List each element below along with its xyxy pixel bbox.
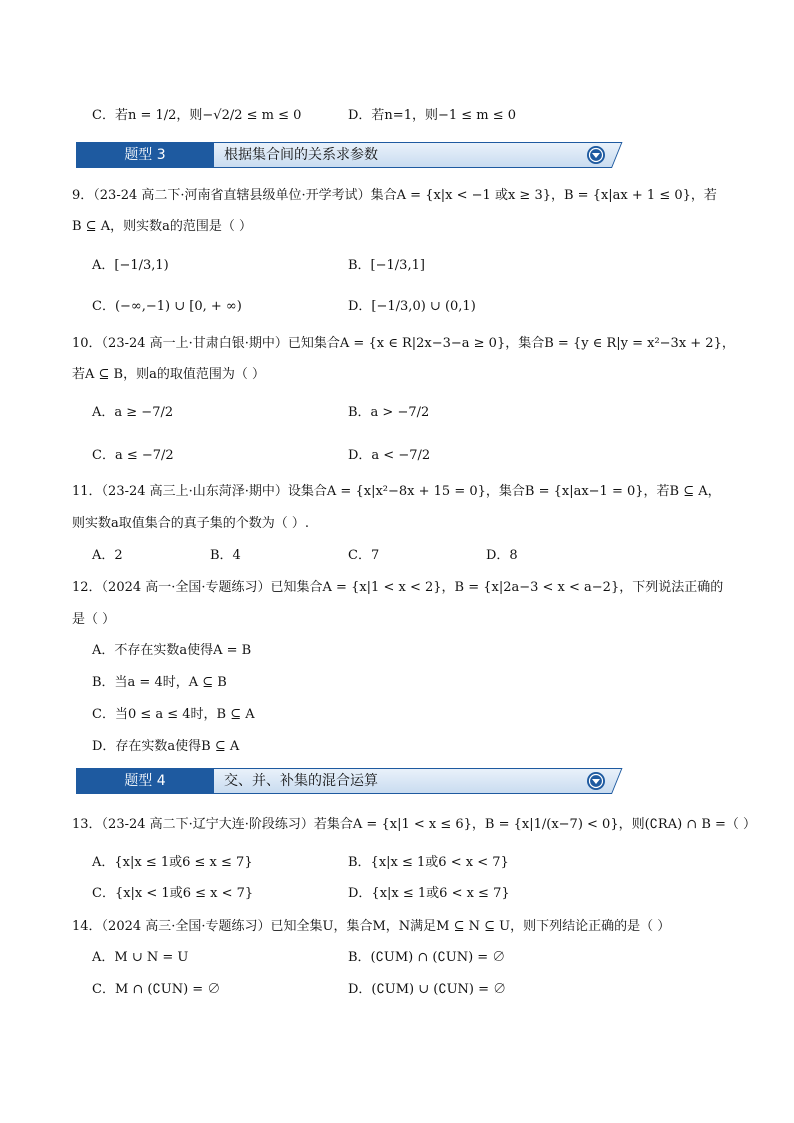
q12-stem: 12．（2024 高一·全国·专题练习）已知集合A = {x|1 < x < 2}，B = {x|2a−3 < x < a−2}，下列说法正确的 bbox=[72, 580, 724, 595]
q13-option-d: D．{x|x ≤ 1或6 < x ≤ 7} bbox=[348, 886, 510, 901]
q12-option-c: C．当0 ≤ a ≤ 4时，B ⊆ A bbox=[92, 707, 255, 722]
q13-stem: 13．（23-24 高二下·辽宁大连·阶段练习）若集合A = {x|1 < x ≤ 6}，B = {x|1/(x−7) < 0}，则(∁RA) ∩ B =（ ） bbox=[72, 817, 757, 832]
section-tag: 题型 3 bbox=[76, 142, 214, 168]
q11-option-c: C．7 bbox=[348, 548, 380, 563]
q10-option-c: C．a ≤ −7/2 bbox=[92, 448, 174, 463]
q12-option-d: D．存在实数a使得B ⊆ A bbox=[92, 739, 240, 754]
section-tag: 题型 4 bbox=[76, 768, 214, 794]
chevron-down-circle-icon bbox=[586, 145, 606, 165]
q14-stem: 14．（2024 高三·全国·专题练习）已知全集U，集合M，N满足M ⊆ N ⊆ U，则下列结论正确的是（ ） bbox=[72, 919, 671, 934]
q8-option-c: C．若n = 1/2，则−√2/2 ≤ m ≤ 0 bbox=[92, 108, 302, 123]
q10-option-d: D．a < −7/2 bbox=[348, 448, 431, 463]
q13-option-a: A．{x|x ≤ 1或6 ≤ x ≤ 7} bbox=[92, 855, 253, 870]
q10-option-b: B．a > −7/2 bbox=[348, 405, 430, 420]
q10-stem: 10．（23-24 高一上·甘肃白银·期中）已知集合A = {x ∈ R|2x−3−a ≥ 0}，集合B = {y ∈ R|y = x²−3x + 2}， bbox=[72, 336, 735, 351]
q9-option-c: C．(−∞,−1) ∪ [0, + ∞) bbox=[92, 299, 242, 314]
q13-option-b: B．{x|x ≤ 1或6 < x < 7} bbox=[348, 855, 509, 870]
q14-option-d: D．(∁UM) ∪ (∁UN) = ∅ bbox=[348, 982, 507, 997]
q12-option-a: A．不存在实数a使得A = B bbox=[92, 643, 252, 658]
q11-option-a: A．2 bbox=[92, 548, 123, 563]
section-banner-3 bbox=[76, 142, 612, 168]
q10-option-a: A．a ≥ −7/2 bbox=[92, 405, 174, 420]
q14-option-c: C．M ∩ (∁UN) = ∅ bbox=[92, 982, 221, 997]
q9-option-d: D．[−1/3,0) ∪ (0,1) bbox=[348, 299, 476, 314]
q9-option-a: A．[−1/3,1) bbox=[92, 258, 169, 273]
q11-option-b: B．4 bbox=[210, 548, 241, 563]
q11-stem-cont: 则实数a取值集合的真子集的个数为（ ）. bbox=[72, 516, 310, 531]
q10-stem-cont: 若A ⊆ B，则a的取值范围为（ ） bbox=[72, 367, 265, 382]
q9-stem: 9．（23-24 高二下·河南省直辖县级单位·开学考试）集合A = {x|x < −1 或x ≥ 3}，B = {x|ax + 1 ≤ 0}，若 bbox=[72, 188, 717, 203]
chevron-down-circle-icon bbox=[586, 771, 606, 791]
section-title: 交、并、补集的混合运算 bbox=[224, 773, 378, 789]
section-title: 根据集合间的关系求参数 bbox=[224, 147, 378, 163]
q11-stem: 11．（23-24 高三上·山东菏泽·期中）设集合A = {x|x²−8x + 15 = 0}，集合B = {x|ax−1 = 0}，若B ⊆ A， bbox=[72, 484, 721, 499]
q8-option-d: D．若n=1，则−1 ≤ m ≤ 0 bbox=[348, 108, 517, 123]
q11-option-d: D．8 bbox=[486, 548, 518, 563]
q12-stem-cont: 是（ ） bbox=[72, 612, 116, 627]
q14-option-a: A．M ∪ N = U bbox=[92, 950, 189, 965]
q9-stem-cont: B ⊆ A，则实数a的范围是（ ） bbox=[72, 219, 252, 234]
q14-option-b: B．(∁UM) ∩ (∁UN) = ∅ bbox=[348, 950, 506, 965]
section-banner-4 bbox=[76, 768, 612, 794]
q13-option-c: C．{x|x < 1或6 ≤ x < 7} bbox=[92, 886, 254, 901]
q9-option-b: B．[−1/3,1] bbox=[348, 258, 425, 273]
q12-option-b: B．当a = 4时，A ⊆ B bbox=[92, 675, 227, 690]
